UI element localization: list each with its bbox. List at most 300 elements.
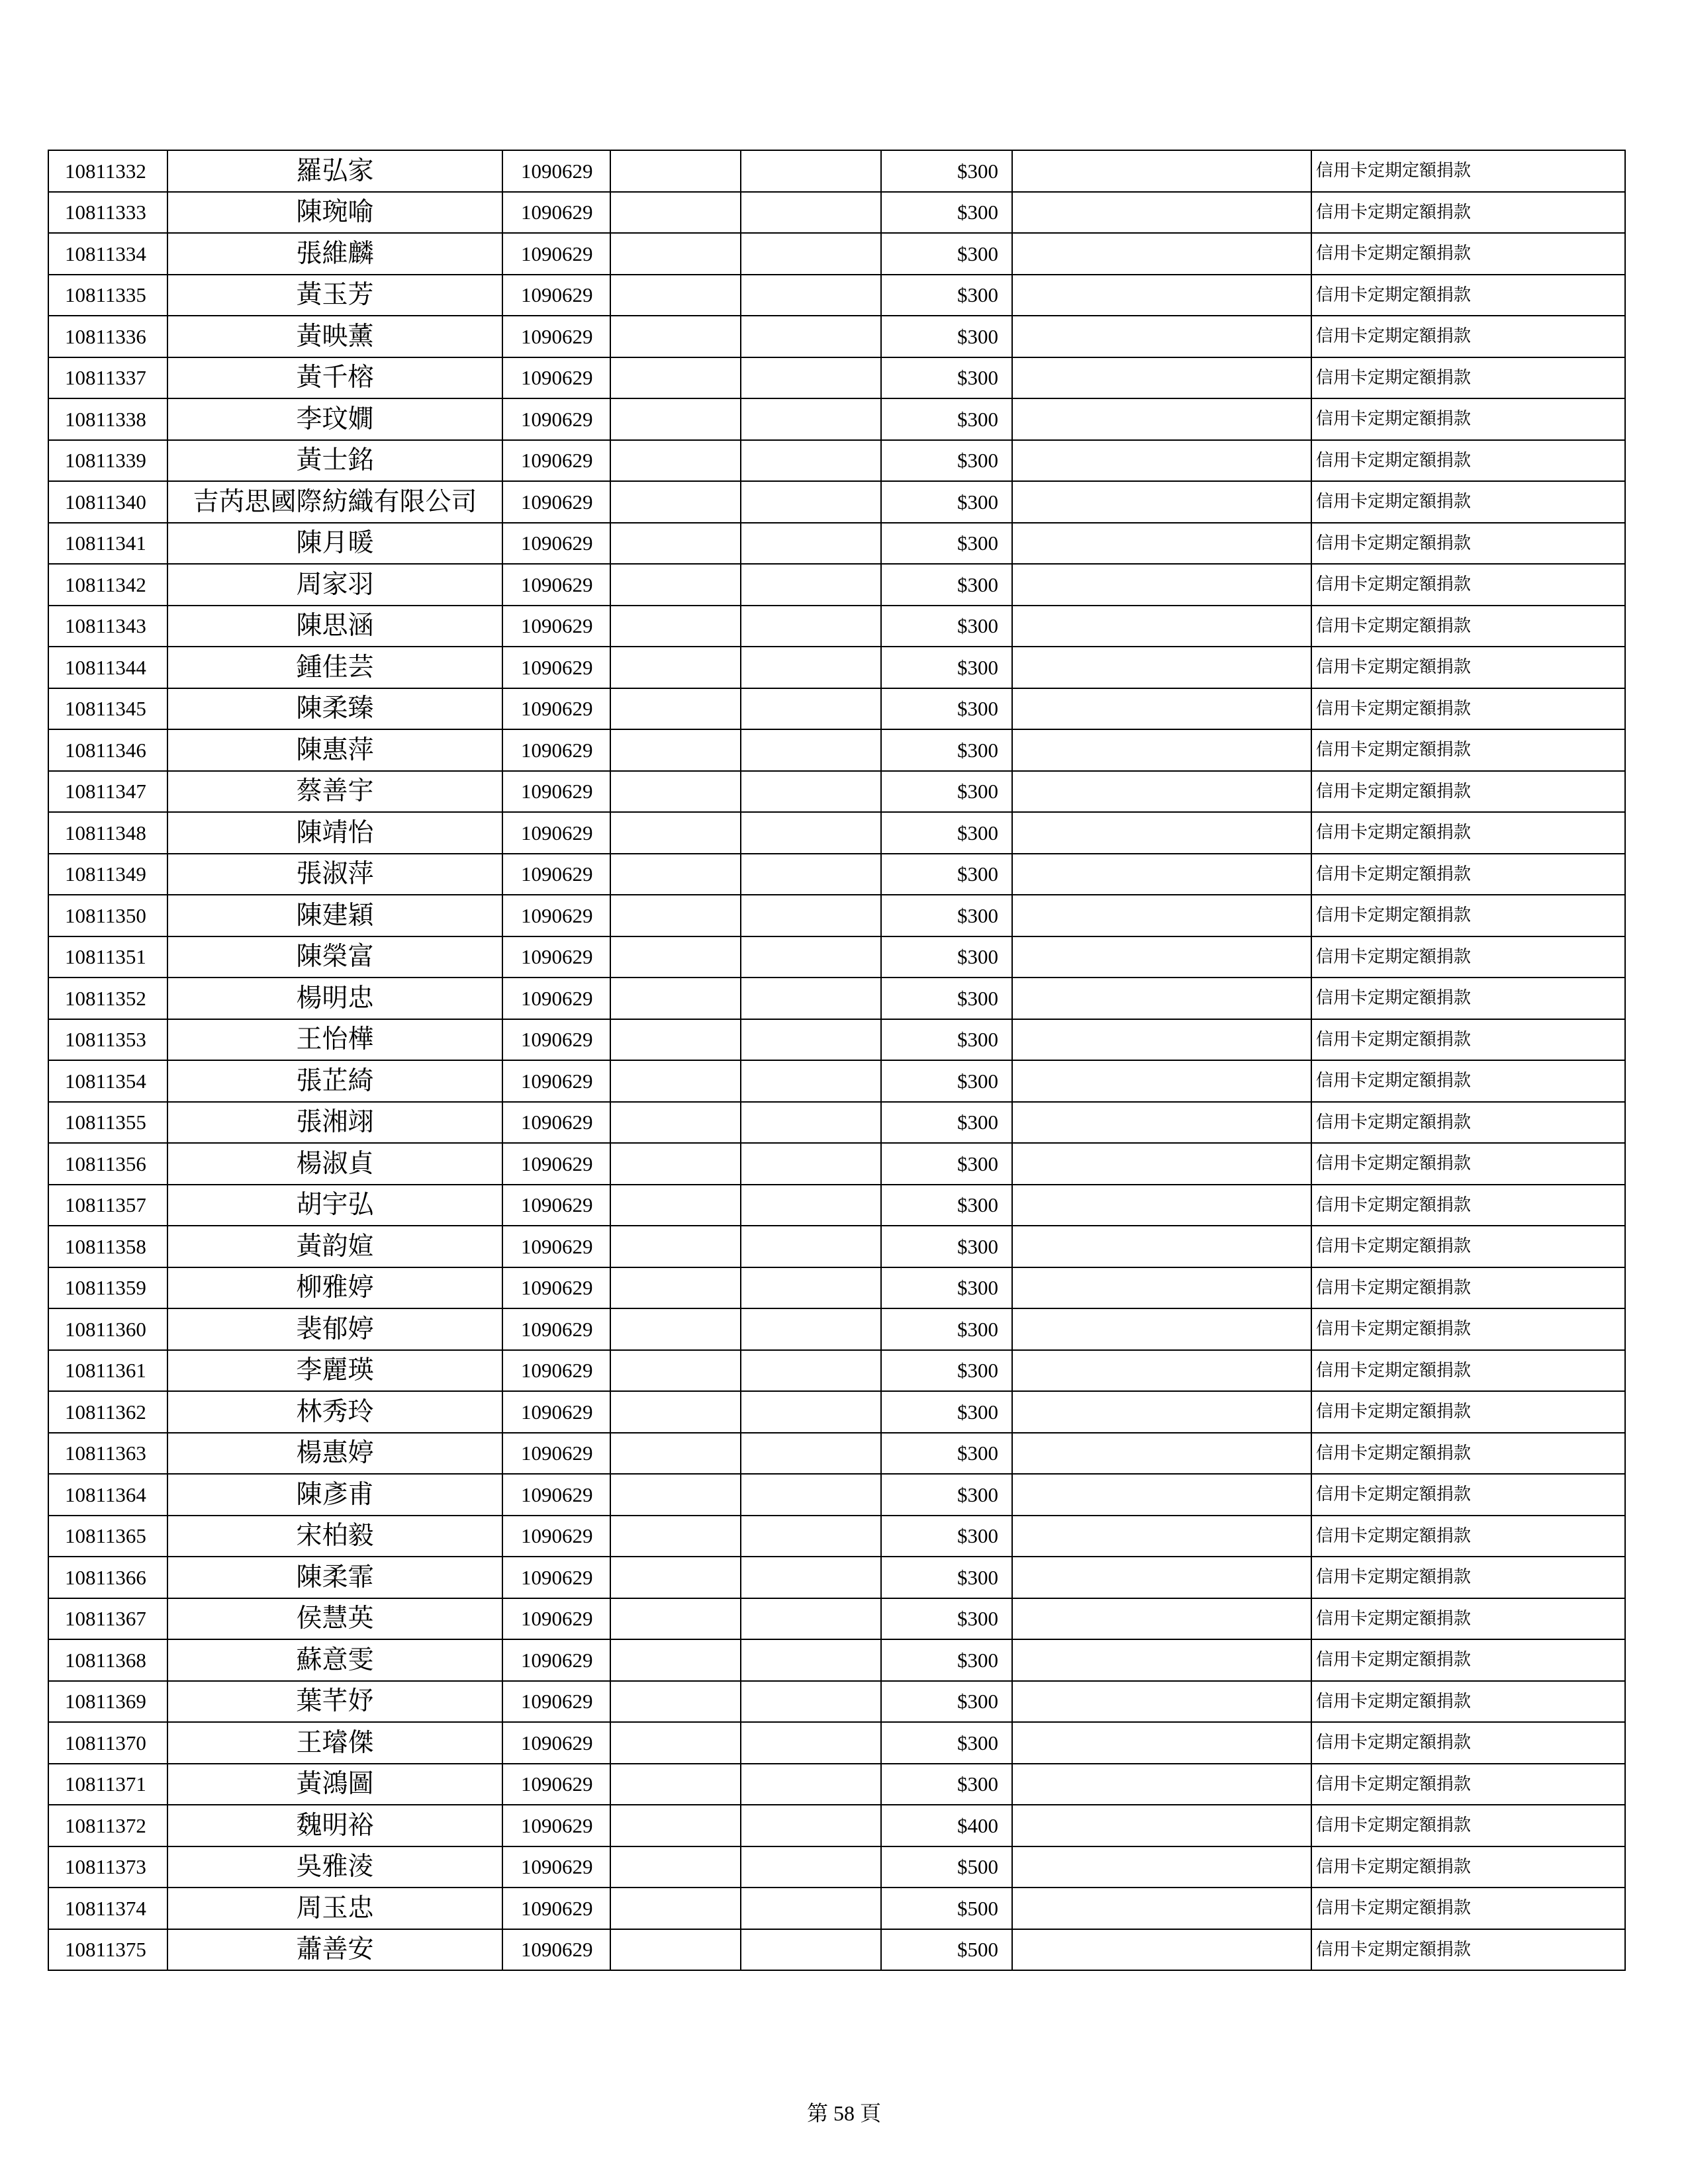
donation-amount-cell: $300	[881, 316, 1012, 357]
donation-note-cell: 信用卡定期定額捐款	[1311, 1267, 1625, 1309]
empty-cell	[1012, 1226, 1311, 1267]
table-row	[48, 978, 1625, 1019]
empty-cell	[610, 1598, 741, 1640]
donor-name-cell: 張淑萍	[167, 854, 502, 895]
table-row	[48, 1474, 1625, 1516]
empty-cell	[610, 895, 741, 936]
donor-name-cell: 周玉忠	[167, 1888, 502, 1929]
donation-amount-cell: $300	[881, 1764, 1012, 1805]
donor-name-cell: 李麗瑛	[167, 1350, 502, 1392]
empty-cell	[610, 1060, 741, 1102]
donation-note-cell: 信用卡定期定額捐款	[1311, 150, 1625, 192]
donor-id-cell: 10811341	[48, 523, 167, 565]
donation-note-cell: 信用卡定期定額捐款	[1311, 275, 1625, 316]
donation-amount-cell: $300	[881, 688, 1012, 730]
donation-amount-cell: $300	[881, 1308, 1012, 1350]
empty-cell	[1012, 1598, 1311, 1640]
donor-id-cell: 10811336	[48, 316, 167, 357]
donation-date-cell: 1090629	[502, 1846, 610, 1888]
donation-note-cell: 信用卡定期定額捐款	[1311, 771, 1625, 813]
donation-note-cell: 信用卡定期定額捐款	[1311, 1060, 1625, 1102]
empty-cell	[1012, 895, 1311, 936]
donor-name-cell: 張維麟	[167, 233, 502, 275]
donor-name-cell: 魏明裕	[167, 1805, 502, 1846]
empty-cell	[1012, 1764, 1311, 1805]
empty-cell	[1012, 440, 1311, 482]
empty-cell	[610, 1474, 741, 1516]
donor-name-cell: 柳雅婷	[167, 1267, 502, 1309]
empty-cell	[610, 771, 741, 813]
donation-note-cell: 信用卡定期定額捐款	[1311, 895, 1625, 936]
donation-date-cell: 1090629	[502, 1764, 610, 1805]
empty-cell	[1012, 150, 1311, 192]
donation-date-cell: 1090629	[502, 398, 610, 440]
donor-id-cell: 10811337	[48, 357, 167, 399]
table-row	[48, 1846, 1625, 1888]
empty-cell	[1012, 1102, 1311, 1144]
donation-amount-cell: $300	[881, 398, 1012, 440]
empty-cell	[610, 606, 741, 647]
donor-name-cell: 鍾佳芸	[167, 647, 502, 688]
donation-amount-cell: $300	[881, 1102, 1012, 1144]
donor-id-cell: 10811343	[48, 606, 167, 647]
table-row	[48, 1516, 1625, 1557]
donor-id-cell: 10811374	[48, 1888, 167, 1929]
empty-cell	[741, 1267, 881, 1309]
donation-date-cell: 1090629	[502, 812, 610, 854]
table-row	[48, 1888, 1625, 1929]
empty-cell	[741, 192, 881, 234]
empty-cell	[1012, 398, 1311, 440]
donation-note-cell: 信用卡定期定額捐款	[1311, 978, 1625, 1019]
donation-amount-cell: $300	[881, 1681, 1012, 1723]
table-row	[48, 523, 1625, 565]
table-row	[48, 1681, 1625, 1723]
donor-name-cell: 楊惠婷	[167, 1433, 502, 1475]
donor-name-cell: 黃玉芳	[167, 275, 502, 316]
donor-name-cell: 吉芮思國際紡織有限公司	[167, 481, 502, 523]
donation-amount-cell: $500	[881, 1846, 1012, 1888]
table-row	[48, 771, 1625, 813]
donor-name-cell: 陳惠萍	[167, 729, 502, 771]
donor-id-cell: 10811345	[48, 688, 167, 730]
empty-cell	[741, 1681, 881, 1723]
empty-cell	[1012, 1267, 1311, 1309]
donation-amount-cell: $300	[881, 1350, 1012, 1392]
donation-date-cell: 1090629	[502, 233, 610, 275]
donor-name-cell: 吳雅淩	[167, 1846, 502, 1888]
donor-name-cell: 楊明忠	[167, 978, 502, 1019]
table-row	[48, 1764, 1625, 1805]
table-row	[48, 1391, 1625, 1433]
donor-id-cell: 10811333	[48, 192, 167, 234]
table-row	[48, 1185, 1625, 1226]
table-row	[48, 1350, 1625, 1392]
donation-amount-cell: $300	[881, 1019, 1012, 1061]
donor-name-cell: 陳彥甫	[167, 1474, 502, 1516]
table-row	[48, 1929, 1625, 1971]
donor-id-cell: 10811342	[48, 564, 167, 606]
donation-amount-cell: $300	[881, 1474, 1012, 1516]
donation-amount-cell: $300	[881, 729, 1012, 771]
empty-cell	[1012, 1639, 1311, 1681]
donor-name-cell: 蔡善宇	[167, 771, 502, 813]
empty-cell	[1012, 771, 1311, 813]
donation-date-cell: 1090629	[502, 729, 610, 771]
donation-note-cell: 信用卡定期定額捐款	[1311, 233, 1625, 275]
donation-note-cell: 信用卡定期定額捐款	[1311, 1350, 1625, 1392]
donation-note-cell: 信用卡定期定額捐款	[1311, 1308, 1625, 1350]
empty-cell	[1012, 1805, 1311, 1846]
empty-cell	[610, 233, 741, 275]
empty-cell	[741, 1639, 881, 1681]
donation-date-cell: 1090629	[502, 1060, 610, 1102]
donation-amount-cell: $300	[881, 1391, 1012, 1433]
donor-id-cell: 10811358	[48, 1226, 167, 1267]
empty-cell	[610, 440, 741, 482]
empty-cell	[610, 1350, 741, 1392]
donation-date-cell: 1090629	[502, 1722, 610, 1764]
donation-note-cell: 信用卡定期定額捐款	[1311, 1888, 1625, 1929]
donor-id-cell: 10811351	[48, 936, 167, 978]
table-row	[48, 1722, 1625, 1764]
donation-date-cell: 1090629	[502, 1474, 610, 1516]
donation-amount-cell: $300	[881, 192, 1012, 234]
donor-id-cell: 10811338	[48, 398, 167, 440]
empty-cell	[610, 316, 741, 357]
empty-cell	[1012, 564, 1311, 606]
table-row	[48, 647, 1625, 688]
empty-cell	[1012, 854, 1311, 895]
donor-id-cell: 10811353	[48, 1019, 167, 1061]
table-row	[48, 895, 1625, 936]
donor-name-cell: 陳柔臻	[167, 688, 502, 730]
empty-cell	[610, 1681, 741, 1723]
donation-date-cell: 1090629	[502, 1308, 610, 1350]
donor-id-cell: 10811370	[48, 1722, 167, 1764]
donation-date-cell: 1090629	[502, 150, 610, 192]
donation-note-cell: 信用卡定期定額捐款	[1311, 357, 1625, 399]
donor-id-cell: 10811360	[48, 1308, 167, 1350]
donation-date-cell: 1090629	[502, 978, 610, 1019]
table-row	[48, 936, 1625, 978]
empty-cell	[1012, 523, 1311, 565]
table-row	[48, 1102, 1625, 1144]
empty-cell	[610, 1639, 741, 1681]
donation-date-cell: 1090629	[502, 440, 610, 482]
donation-note-cell: 信用卡定期定額捐款	[1311, 1557, 1625, 1598]
empty-cell	[741, 233, 881, 275]
empty-cell	[1012, 936, 1311, 978]
donation-amount-cell: $300	[881, 275, 1012, 316]
donor-name-cell: 陳柔霏	[167, 1557, 502, 1598]
donor-name-cell: 王怡樺	[167, 1019, 502, 1061]
empty-cell	[610, 1722, 741, 1764]
donation-note-cell: 信用卡定期定額捐款	[1311, 1929, 1625, 1971]
empty-cell	[1012, 1846, 1311, 1888]
donor-id-cell: 10811362	[48, 1391, 167, 1433]
donation-amount-cell: $300	[881, 1557, 1012, 1598]
empty-cell	[741, 854, 881, 895]
donation-date-cell: 1090629	[502, 936, 610, 978]
donation-amount-cell: $400	[881, 1805, 1012, 1846]
page-number: 第 58 頁	[806, 2101, 881, 2125]
donation-amount-cell: $300	[881, 1143, 1012, 1185]
donation-note-cell: 信用卡定期定額捐款	[1311, 1681, 1625, 1723]
table-row	[48, 1060, 1625, 1102]
donation-amount-cell: $300	[881, 936, 1012, 978]
empty-cell	[610, 1308, 741, 1350]
donation-date-cell: 1090629	[502, 481, 610, 523]
donor-name-cell: 陳思涵	[167, 606, 502, 647]
table-body	[48, 150, 1625, 1970]
donor-name-cell: 蕭善安	[167, 1929, 502, 1971]
table-row	[48, 1143, 1625, 1185]
donation-amount-cell: $300	[881, 771, 1012, 813]
donation-amount-cell: $300	[881, 564, 1012, 606]
table-row	[48, 1019, 1625, 1061]
empty-cell	[610, 1226, 741, 1267]
empty-cell	[610, 1929, 741, 1971]
donation-date-cell: 1090629	[502, 1350, 610, 1392]
empty-cell	[610, 1185, 741, 1226]
empty-cell	[1012, 1722, 1311, 1764]
table-row	[48, 1557, 1625, 1598]
donor-id-cell: 10811348	[48, 812, 167, 854]
donor-id-cell: 10811346	[48, 729, 167, 771]
empty-cell	[610, 688, 741, 730]
donation-date-cell: 1090629	[502, 771, 610, 813]
empty-cell	[1012, 1185, 1311, 1226]
empty-cell	[1012, 275, 1311, 316]
empty-cell	[741, 606, 881, 647]
empty-cell	[1012, 316, 1311, 357]
donor-id-cell: 10811371	[48, 1764, 167, 1805]
donation-date-cell: 1090629	[502, 1516, 610, 1557]
empty-cell	[610, 1391, 741, 1433]
donation-amount-cell: $300	[881, 357, 1012, 399]
table-row	[48, 1267, 1625, 1309]
donation-note-cell: 信用卡定期定額捐款	[1311, 1805, 1625, 1846]
donation-note-cell: 信用卡定期定額捐款	[1311, 564, 1625, 606]
empty-cell	[741, 978, 881, 1019]
empty-cell	[1012, 233, 1311, 275]
empty-cell	[741, 1888, 881, 1929]
donation-amount-cell: $500	[881, 1929, 1012, 1971]
table-row	[48, 398, 1625, 440]
empty-cell	[1012, 729, 1311, 771]
donation-date-cell: 1090629	[502, 1598, 610, 1640]
donor-id-cell: 10811359	[48, 1267, 167, 1309]
donation-date-cell: 1090629	[502, 647, 610, 688]
donation-amount-cell: $300	[881, 1639, 1012, 1681]
empty-cell	[610, 854, 741, 895]
empty-cell	[1012, 688, 1311, 730]
table-row	[48, 233, 1625, 275]
donor-name-cell: 黃鴻圖	[167, 1764, 502, 1805]
donation-date-cell: 1090629	[502, 357, 610, 399]
donation-note-cell: 信用卡定期定額捐款	[1311, 729, 1625, 771]
empty-cell	[610, 357, 741, 399]
empty-cell	[1012, 1888, 1311, 1929]
empty-cell	[741, 647, 881, 688]
empty-cell	[741, 1102, 881, 1144]
donation-date-cell: 1090629	[502, 523, 610, 565]
donation-amount-cell: $300	[881, 481, 1012, 523]
table-row	[48, 729, 1625, 771]
donation-note-cell: 信用卡定期定額捐款	[1311, 1185, 1625, 1226]
donation-date-cell: 1090629	[502, 275, 610, 316]
empty-cell	[1012, 357, 1311, 399]
donor-id-cell: 10811334	[48, 233, 167, 275]
donation-date-cell: 1090629	[502, 606, 610, 647]
donation-date-cell: 1090629	[502, 895, 610, 936]
donation-date-cell: 1090629	[502, 1185, 610, 1226]
empty-cell	[610, 1764, 741, 1805]
donation-amount-cell: $300	[881, 812, 1012, 854]
donation-note-cell: 信用卡定期定額捐款	[1311, 481, 1625, 523]
empty-cell	[610, 523, 741, 565]
donor-id-cell: 10811367	[48, 1598, 167, 1640]
empty-cell	[610, 1516, 741, 1557]
empty-cell	[1012, 1308, 1311, 1350]
donor-id-cell: 10811366	[48, 1557, 167, 1598]
donor-id-cell: 10811352	[48, 978, 167, 1019]
donor-name-cell: 黃千榕	[167, 357, 502, 399]
donation-date-cell: 1090629	[502, 564, 610, 606]
empty-cell	[1012, 192, 1311, 234]
empty-cell	[1012, 1391, 1311, 1433]
empty-cell	[610, 1433, 741, 1475]
donor-id-cell: 10811364	[48, 1474, 167, 1516]
donor-id-cell: 10811347	[48, 771, 167, 813]
empty-cell	[610, 1102, 741, 1144]
donor-name-cell: 侯慧英	[167, 1598, 502, 1640]
donor-id-cell: 10811363	[48, 1433, 167, 1475]
empty-cell	[741, 771, 881, 813]
empty-cell	[1012, 1681, 1311, 1723]
empty-cell	[610, 1019, 741, 1061]
donor-name-cell: 林秀玲	[167, 1391, 502, 1433]
donor-name-cell: 蘇意雯	[167, 1639, 502, 1681]
donation-note-cell: 信用卡定期定額捐款	[1311, 1846, 1625, 1888]
empty-cell	[741, 1350, 881, 1392]
donation-amount-cell: $500	[881, 1888, 1012, 1929]
empty-cell	[741, 1805, 881, 1846]
donor-id-cell: 10811356	[48, 1143, 167, 1185]
empty-cell	[1012, 1557, 1311, 1598]
donation-note-cell: 信用卡定期定額捐款	[1311, 1639, 1625, 1681]
empty-cell	[610, 1267, 741, 1309]
table-row	[48, 1598, 1625, 1640]
donor-id-cell: 10811361	[48, 1350, 167, 1392]
donation-date-cell: 1090629	[502, 1019, 610, 1061]
empty-cell	[1012, 1143, 1311, 1185]
donation-note-cell: 信用卡定期定額捐款	[1311, 1019, 1625, 1061]
table-row	[48, 150, 1625, 192]
donation-date-cell: 1090629	[502, 1639, 610, 1681]
donation-table	[48, 150, 1626, 1971]
donation-amount-cell: $300	[881, 233, 1012, 275]
donation-note-cell: 信用卡定期定額捐款	[1311, 854, 1625, 895]
empty-cell	[741, 1846, 881, 1888]
empty-cell	[1012, 1060, 1311, 1102]
donor-id-cell: 10811349	[48, 854, 167, 895]
donor-name-cell: 李玟嫺	[167, 398, 502, 440]
donor-name-cell: 黃韵媗	[167, 1226, 502, 1267]
table-row	[48, 192, 1625, 234]
empty-cell	[741, 1474, 881, 1516]
donation-date-cell: 1090629	[502, 1888, 610, 1929]
empty-cell	[1012, 1350, 1311, 1392]
table-row	[48, 812, 1625, 854]
empty-cell	[741, 440, 881, 482]
table-row	[48, 1639, 1625, 1681]
empty-cell	[610, 1846, 741, 1888]
empty-cell	[741, 1226, 881, 1267]
empty-cell	[741, 1019, 881, 1061]
empty-cell	[610, 398, 741, 440]
donation-amount-cell: $300	[881, 1433, 1012, 1475]
donor-name-cell: 黃士銘	[167, 440, 502, 482]
empty-cell	[610, 1888, 741, 1929]
empty-cell	[610, 978, 741, 1019]
donation-note-cell: 信用卡定期定額捐款	[1311, 606, 1625, 647]
donation-note-cell: 信用卡定期定額捐款	[1311, 192, 1625, 234]
donation-amount-cell: $300	[881, 647, 1012, 688]
donation-note-cell: 信用卡定期定額捐款	[1311, 1391, 1625, 1433]
table-row	[48, 1226, 1625, 1267]
empty-cell	[1012, 647, 1311, 688]
empty-cell	[741, 1433, 881, 1475]
donation-amount-cell: $300	[881, 1598, 1012, 1640]
donation-note-cell: 信用卡定期定額捐款	[1311, 1102, 1625, 1144]
donor-name-cell: 陳榮富	[167, 936, 502, 978]
donor-id-cell: 10811339	[48, 440, 167, 482]
empty-cell	[741, 564, 881, 606]
empty-cell	[741, 1060, 881, 1102]
empty-cell	[1012, 606, 1311, 647]
empty-cell	[741, 1598, 881, 1640]
donation-amount-cell: $300	[881, 1226, 1012, 1267]
donation-date-cell: 1090629	[502, 316, 610, 357]
donor-id-cell: 10811369	[48, 1681, 167, 1723]
donation-date-cell: 1090629	[502, 1267, 610, 1309]
donation-amount-cell: $300	[881, 523, 1012, 565]
donation-amount-cell: $300	[881, 1267, 1012, 1309]
empty-cell	[741, 1929, 881, 1971]
donor-name-cell: 周家羽	[167, 564, 502, 606]
table-row	[48, 316, 1625, 357]
empty-cell	[1012, 1474, 1311, 1516]
empty-cell	[610, 275, 741, 316]
empty-cell	[741, 1143, 881, 1185]
empty-cell	[741, 1764, 881, 1805]
donation-amount-cell: $300	[881, 1722, 1012, 1764]
donation-note-cell: 信用卡定期定額捐款	[1311, 812, 1625, 854]
empty-cell	[741, 398, 881, 440]
empty-cell	[610, 936, 741, 978]
donation-amount-cell: $300	[881, 1516, 1012, 1557]
donor-name-cell: 王璿傑	[167, 1722, 502, 1764]
empty-cell	[741, 729, 881, 771]
donor-id-cell: 10811365	[48, 1516, 167, 1557]
empty-cell	[1012, 1019, 1311, 1061]
donor-id-cell: 10811368	[48, 1639, 167, 1681]
donation-amount-cell: $300	[881, 150, 1012, 192]
donor-name-cell: 陳月暖	[167, 523, 502, 565]
donation-note-cell: 信用卡定期定額捐款	[1311, 1143, 1625, 1185]
